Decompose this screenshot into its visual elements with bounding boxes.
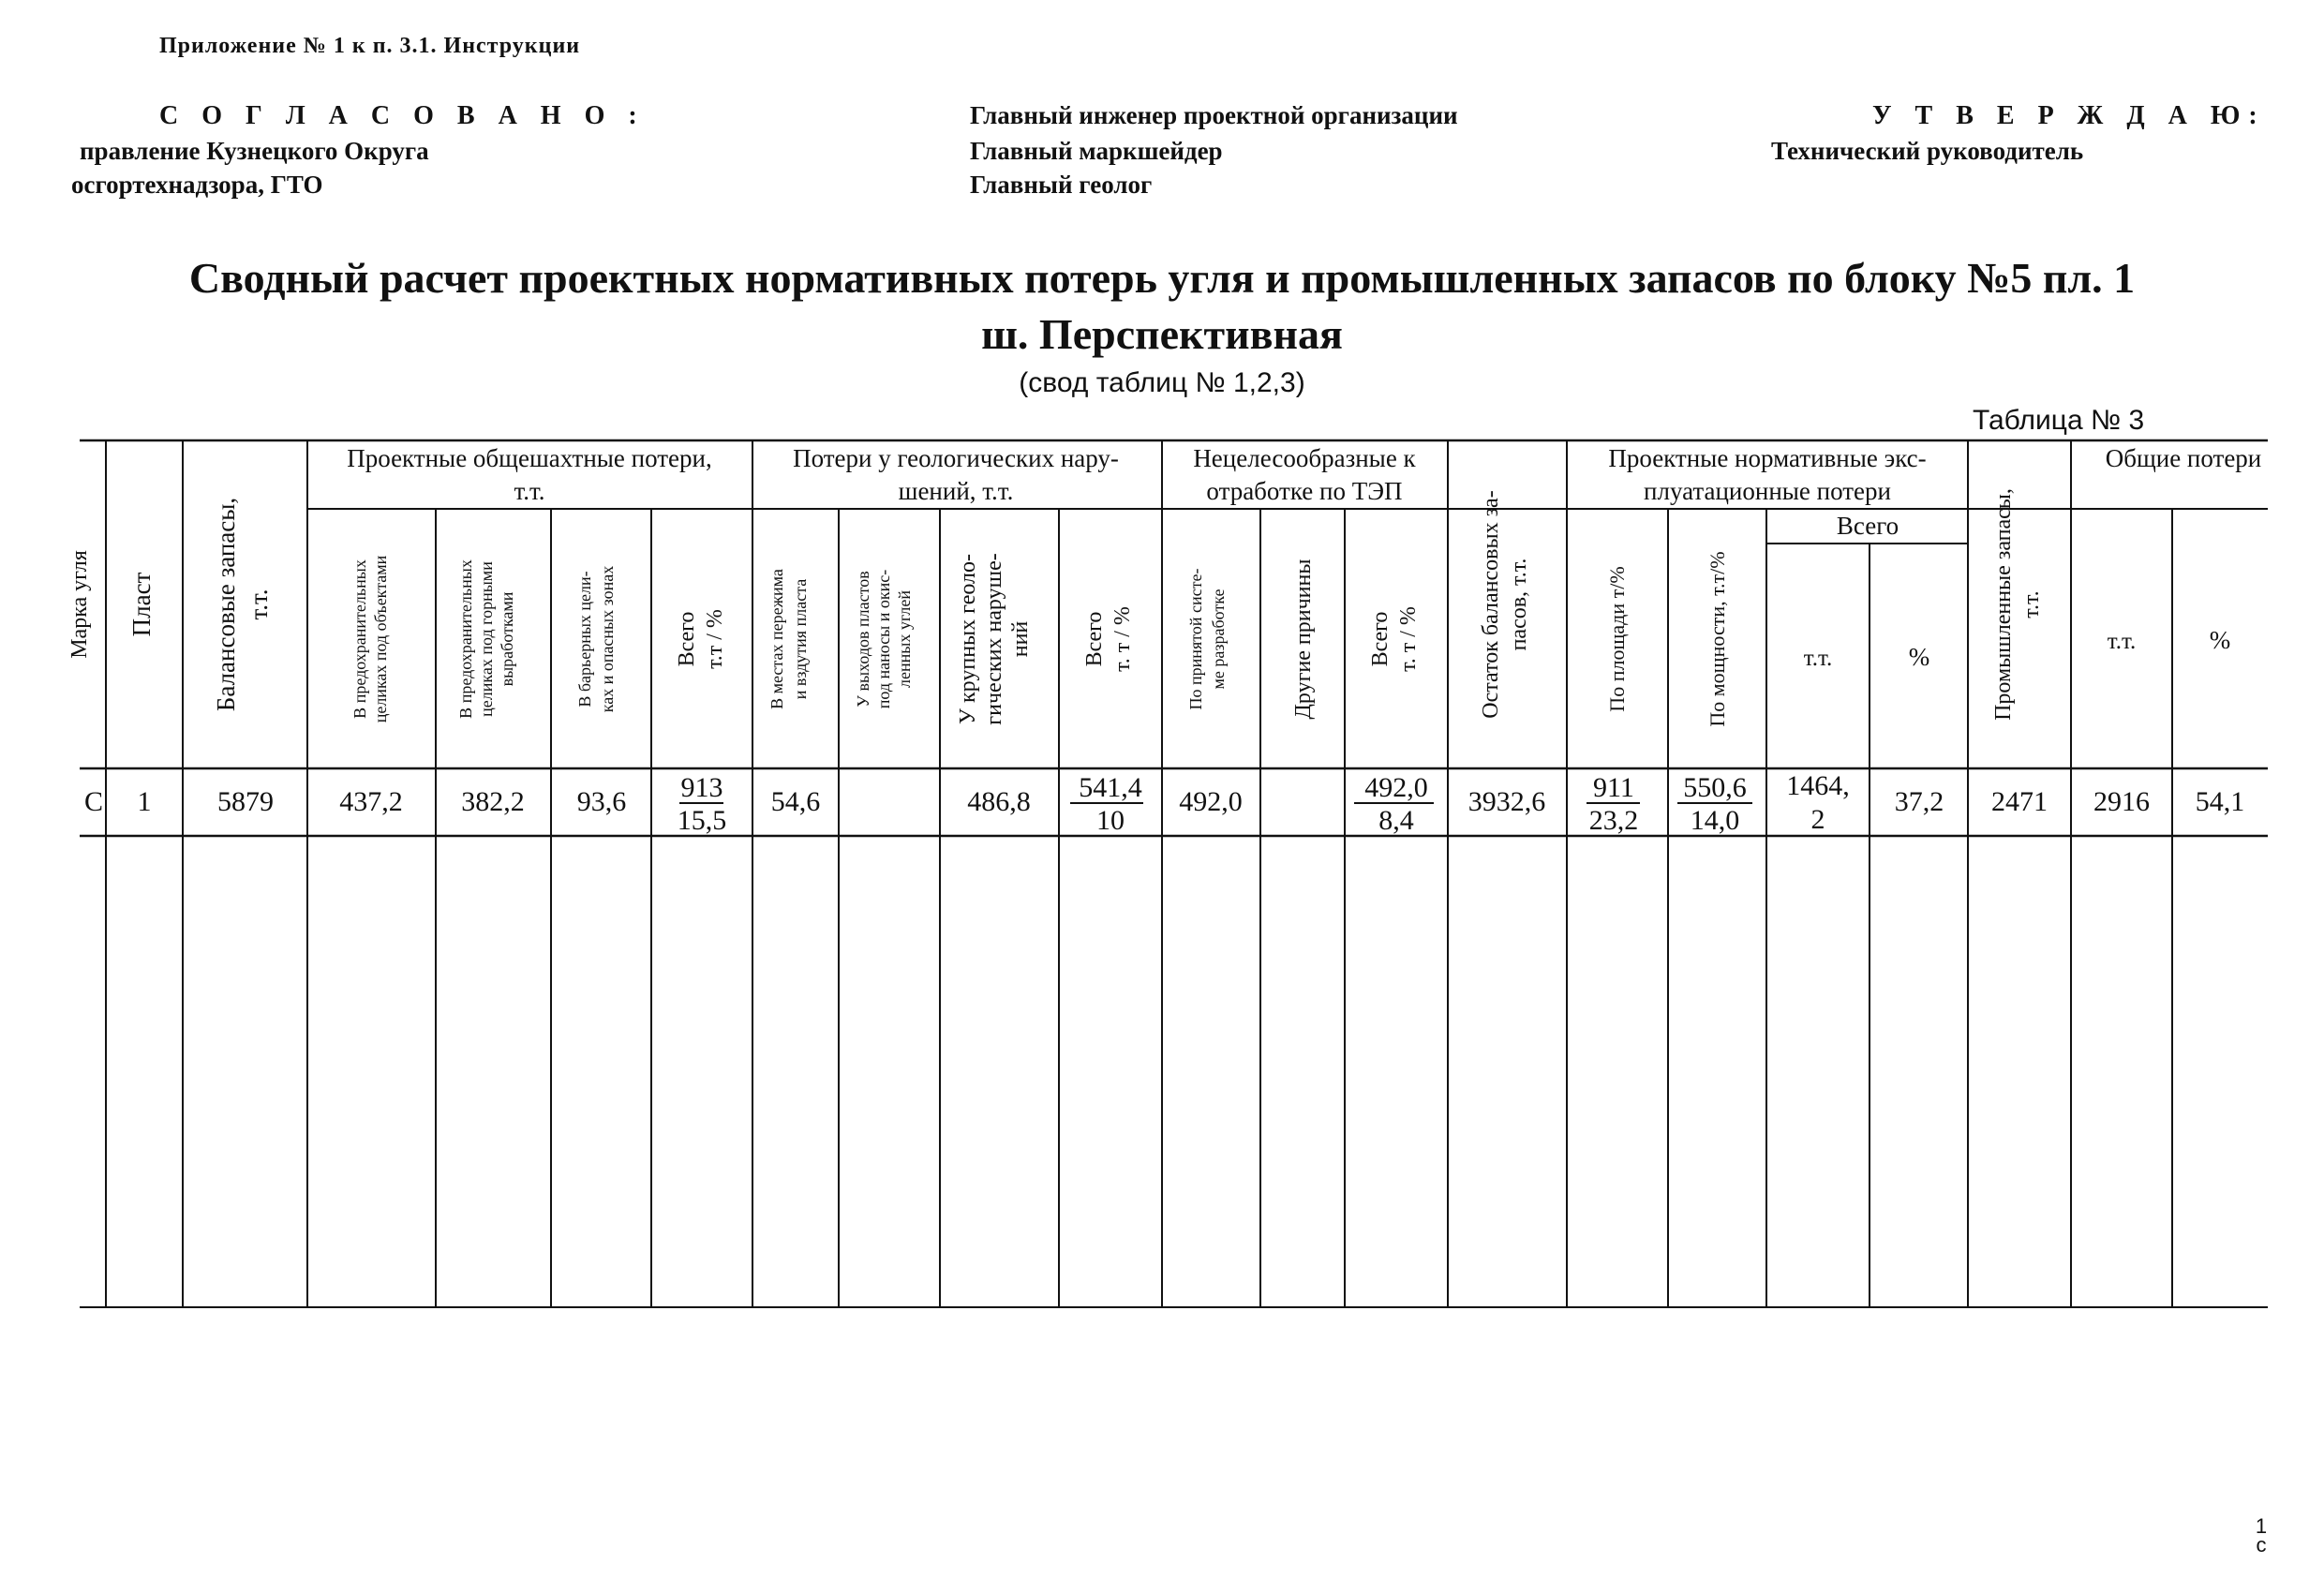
hdr-common-tt: т.т.: [2107, 629, 2137, 654]
hdr-exp-total: Всего: [1836, 512, 1899, 540]
page-mark-2: с: [2256, 1533, 2267, 1557]
hdr-group-geo-1: Потери у геологических нару-: [793, 444, 1119, 472]
hdr-geo-c-1: У крупных геоло-: [956, 554, 980, 724]
hdr-gen-total-1: Всего: [675, 611, 699, 667]
hdr-exp-thick: По мощности, т.т/%: [1706, 551, 1729, 727]
cell-seam: 1: [137, 786, 152, 817]
hdr-tep-a-1: По принятой систе-: [1186, 568, 1205, 710]
hdr-gen-c-1: В барьерных цели-: [575, 571, 594, 708]
hdr-geo-b-2: под наносы и окис-: [874, 569, 893, 709]
cell-exp-area-tt: 911: [1593, 772, 1634, 803]
cell-gen-total-pct: 15,5: [677, 805, 727, 836]
cell-balance: 5879: [217, 786, 274, 817]
hdr-gen-b-3: выработками: [498, 591, 516, 687]
cell-common-pct: 54,1: [2195, 786, 2245, 817]
hdr-gen-b-2: целиках под горными: [477, 561, 496, 717]
table-grid: [80, 440, 2268, 1307]
hdr-gen-a-1: В предохранительных: [350, 559, 369, 719]
hdr-geo-b-1: У выходов пластов: [854, 571, 872, 708]
hdr-gen-c-2: ках и опасных зонах: [598, 565, 617, 713]
cell-gen-c: 93,6: [576, 786, 627, 817]
hdr-group-exp-1: Проектные нормативные экс-: [1608, 444, 1927, 472]
hdr-gen-b-1: В предохранительных: [456, 559, 475, 719]
cell-exp-total-tt-1: 1464,: [1786, 770, 1850, 801]
hdr-group-general-1: Проектные общешахтные потери,: [347, 444, 712, 472]
hdr-geo-c-3: ний: [1008, 620, 1033, 658]
hdr-remain-1: Остаток балансовых за-: [1479, 490, 1503, 719]
page-mark-1: 1: [2255, 1514, 2268, 1538]
chief-surveyor: Главный маркшейдер: [970, 137, 1223, 165]
cell-tep-total-tt: 492,0: [1364, 772, 1428, 803]
hdr-group-general-2: т.т.: [514, 477, 545, 505]
hdr-balance-1: Балансовые запасы,: [212, 497, 240, 712]
table-label: Таблица № 3: [1973, 405, 2145, 436]
hdr-balance-2: т.т.: [245, 588, 273, 620]
table-row: [84, 770, 2244, 836]
cell-gen-total-tt: 913: [680, 772, 723, 803]
cell-common-tt: 2916: [2093, 786, 2150, 817]
hdr-tep-a-2: ме разработке: [1209, 588, 1228, 690]
cell-exp-thick-tt: 550,6: [1683, 772, 1747, 803]
table-header: [67, 444, 2261, 727]
approve-title: У Т В Е Р Ж Д А Ю:: [1872, 101, 2266, 130]
hdr-geo-total-1: Всего: [1082, 611, 1107, 667]
hdr-remain-2: пасов, т.т.: [1507, 558, 1531, 651]
hdr-group-tep-2: отработке по ТЭП: [1206, 477, 1403, 505]
cell-geo-total-pct: 10: [1096, 805, 1125, 836]
cell-industrial: 2471: [1991, 786, 2048, 817]
hdr-gen-total-2: т.т / %: [703, 609, 727, 669]
hdr-geo-a-1: В местах пережима: [767, 569, 786, 709]
page-marker: [2256, 1514, 2267, 1557]
hdr-group-geo-2: шений, т.т.: [898, 477, 1014, 505]
hdr-geo-a-2: и вздутия пласта: [791, 578, 810, 700]
chief-engineer: Главный инженер проектной организации: [970, 101, 1458, 129]
hdr-mark: Марка угля: [67, 550, 92, 659]
hdr-group-tep-1: Нецелесообразные к: [1193, 444, 1416, 472]
hdr-group-exp-2: плуатационные потери: [1644, 477, 1891, 505]
hdr-industrial-1: Промышленные запасы,: [1991, 488, 2016, 721]
cell-tep-total-pct: 8,4: [1378, 805, 1414, 836]
chief-geologist: Главный геолог: [970, 171, 1153, 199]
document-title: Сводный расчет проектных нормативных потерь угля и промышленных запасов по блоку №5 пл. 1: [188, 254, 2136, 302]
document-subtitle: (свод таблиц № 1,2,3): [1019, 367, 1305, 398]
hdr-industrial-2: т.т.: [2019, 590, 2044, 618]
cell-exp-total-pct: 37,2: [1894, 786, 1944, 817]
approve-line-1: Технический руководитель: [1771, 137, 2084, 165]
cell-tep-a: 492,0: [1179, 786, 1243, 817]
hdr-group-common: Общие потери: [2105, 444, 2262, 472]
cell-gen-a: 437,2: [339, 786, 403, 817]
hdr-exp-tt: т.т.: [1803, 646, 1833, 671]
cell-remain: 3932,6: [1467, 786, 1546, 817]
hdr-tep-total-2: т. т / %: [1396, 606, 1421, 672]
cell-gen-b: 382,2: [461, 786, 525, 817]
document-title-mine: ш. Перспективная: [981, 310, 1343, 358]
hdr-gen-a-2: целиках под объектами: [371, 555, 390, 723]
hdr-common-pct: %: [2209, 626, 2231, 654]
hdr-seam: Пласт: [127, 572, 156, 637]
hdr-exp-area: По площади т/%: [1605, 566, 1629, 712]
hdr-exp-pct: %: [1908, 643, 1930, 671]
cell-exp-thick-pct: 14,0: [1690, 805, 1740, 836]
appendix-note: Приложение № 1 к п. 3.1. Инструкции: [159, 34, 581, 58]
cell-geo-a: 54,6: [770, 786, 821, 817]
agreed-line-1: правление Кузнецкого Округа: [80, 137, 429, 165]
cell-geo-c: 486,8: [967, 786, 1031, 817]
hdr-geo-total-2: т. т / %: [1110, 606, 1135, 672]
cell-mark: С: [84, 786, 104, 817]
cell-exp-total-tt-2: 2: [1810, 804, 1825, 835]
hdr-geo-c-2: гических наруше-: [982, 553, 1006, 725]
hdr-tep-total-1: Всего: [1368, 611, 1393, 667]
agreed-title: С О Г Л А С О В А Н О :: [159, 101, 646, 130]
agreed-line-2: осгортехнадзора, ГТО: [71, 171, 323, 199]
hdr-geo-b-3: ленных углей: [895, 590, 914, 688]
cell-geo-total-tt: 541,4: [1079, 772, 1142, 803]
hdr-tep-b: Другие причины: [1291, 559, 1316, 720]
cell-exp-area-pct: 23,2: [1588, 805, 1639, 836]
